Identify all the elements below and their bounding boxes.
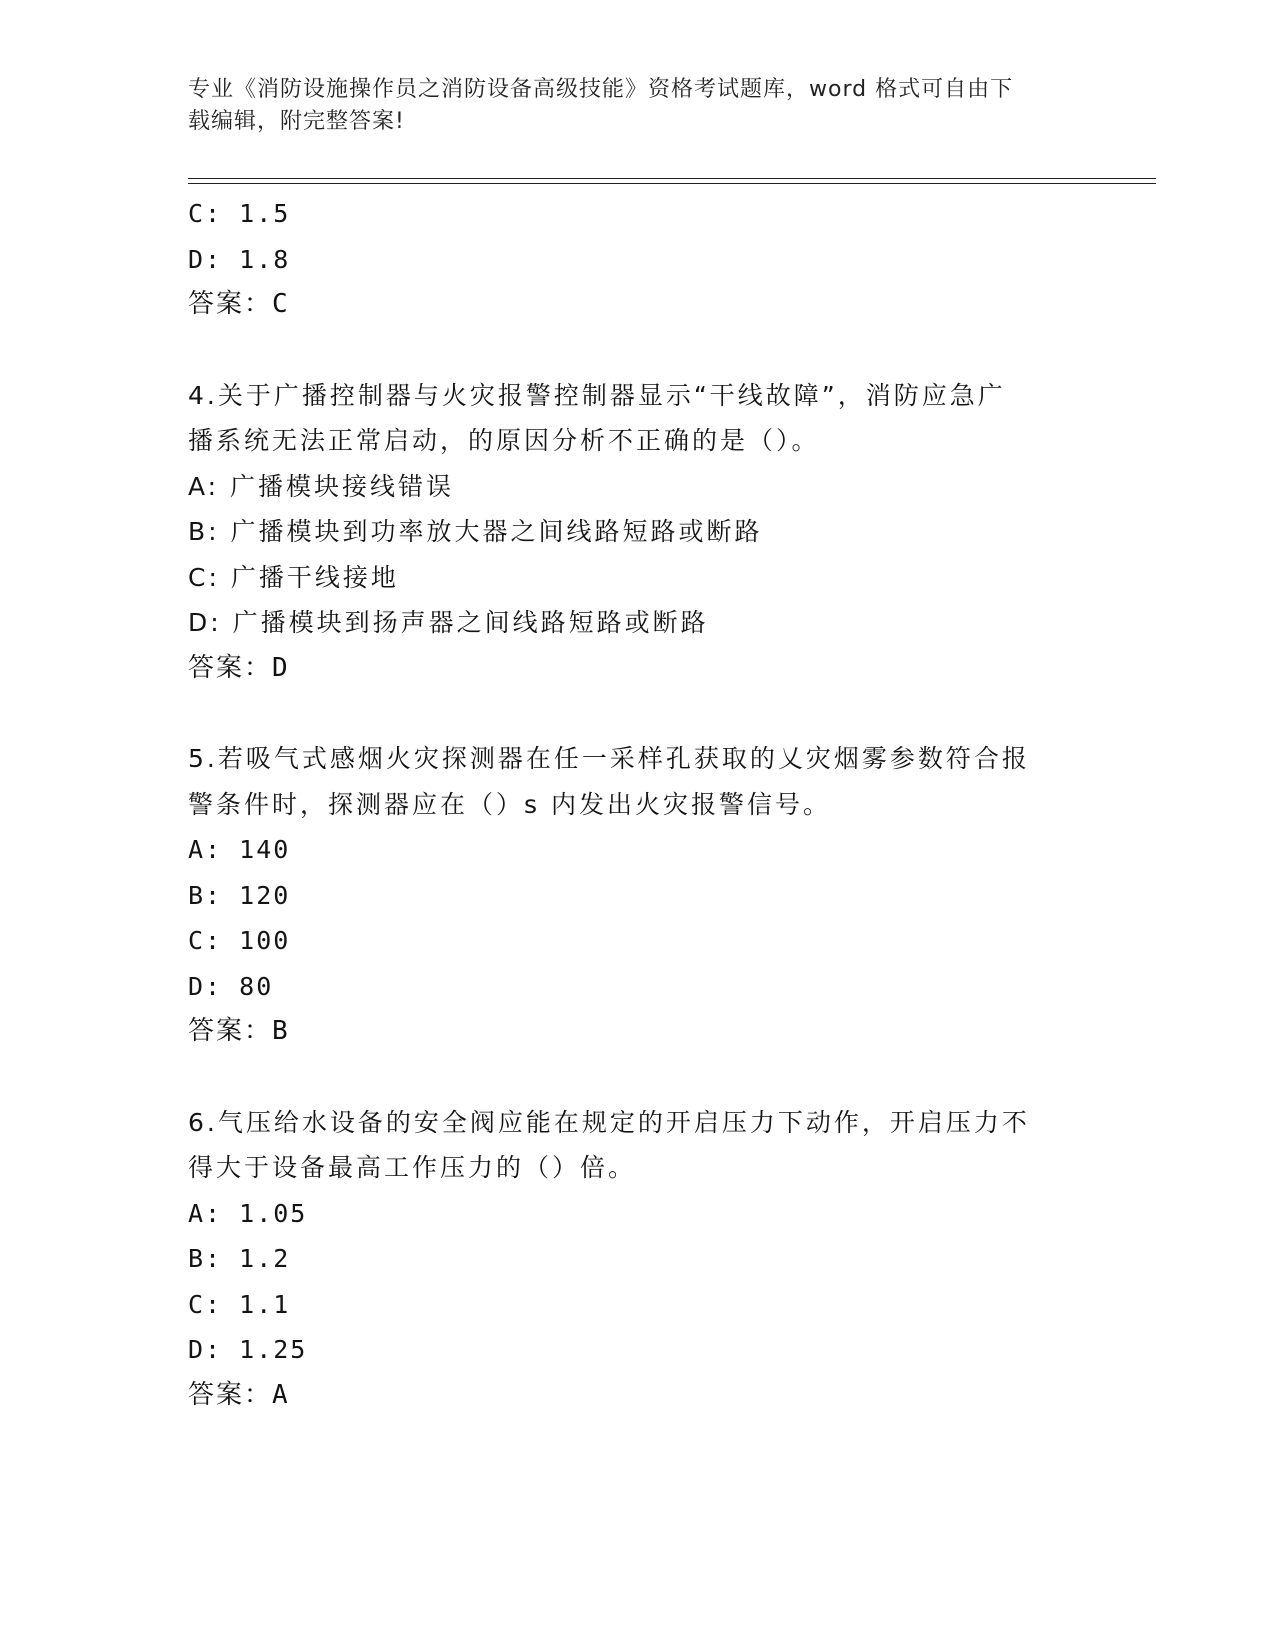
header-divider-top: [188, 178, 1156, 179]
question-5: [188, 736, 1088, 1055]
option-c: C: 100: [188, 926, 291, 955]
answer-value: A: [272, 1379, 290, 1410]
question-4: [188, 373, 1088, 692]
answer-line: [188, 1009, 1088, 1055]
option-a: A: 广播模块接线错误: [188, 471, 455, 501]
question-spacer: [188, 691, 1088, 736]
question-6: [188, 1100, 1088, 1419]
option-d: D: 广播模块到扬声器之间线路短路或断路: [188, 608, 709, 637]
answer-line: [188, 1373, 1088, 1419]
question-stem-line-2: 得大于设备最高工作压力的（）倍。: [188, 1153, 637, 1182]
question-list: [188, 191, 1088, 1418]
option-d: D: 80: [188, 971, 274, 1001]
header-line-1: 专业《消防设施操作员之消防设备高级技能》资格考试题库，word 格式可自由下: [188, 77, 1014, 102]
option-c: C: 广播干线接地: [188, 562, 399, 592]
answer-label: 答案：: [188, 652, 273, 683]
answer-value: D: [272, 652, 290, 683]
option-d: D: 1.25: [188, 1335, 308, 1364]
header-line-2: 载编辑，附完整答案!: [188, 109, 405, 134]
option-c: C: 1.5: [188, 199, 291, 228]
answer-value: B: [272, 1016, 290, 1046]
option-d: D: 1.8: [188, 244, 291, 274]
header-divider-bottom: [188, 183, 1156, 184]
question-spacer: [188, 328, 1088, 373]
option-b: B: 1.2: [188, 1244, 291, 1273]
option-c: C: 1.1: [188, 1289, 291, 1319]
option-b: B: 广播模块到功率放大器之间线路短路或断路: [188, 517, 763, 546]
question-stem-line-2: 播系统无法正常启动，的原因分析不正确的是（）。: [188, 426, 820, 455]
question-stem-line-2: 警条件时，探测器应在（）s 内发出火灾报警信号。: [188, 789, 831, 819]
option-b: B: 120: [188, 880, 291, 910]
option-a: A: 1.05: [188, 1198, 308, 1228]
answer-line: [188, 282, 1088, 328]
answer-value: C: [272, 289, 290, 319]
answer-label: 答案：: [188, 1379, 273, 1410]
option-a: A: 140: [188, 835, 291, 864]
answer-label: 答案：: [188, 1016, 273, 1046]
question-spacer: [188, 1055, 1088, 1100]
page-header: [188, 74, 1068, 138]
answer-line: [188, 646, 1088, 692]
question-3-continued: [188, 191, 1088, 328]
question-stem-line-1: 5.若吸气式感烟火灾探测器在任一采样孔获取的乂灾烟雾参数符合报: [188, 744, 1030, 773]
answer-label: 答案：: [188, 289, 273, 319]
question-stem-line-1: 6.气压给水设备的安全阀应能在规定的开启压力下动作，开启压力不: [188, 1107, 1030, 1137]
question-stem-line-1: 4.关于广播控制器与火灾报警控制器显示“干线故障”，消防应急广: [188, 380, 1006, 410]
